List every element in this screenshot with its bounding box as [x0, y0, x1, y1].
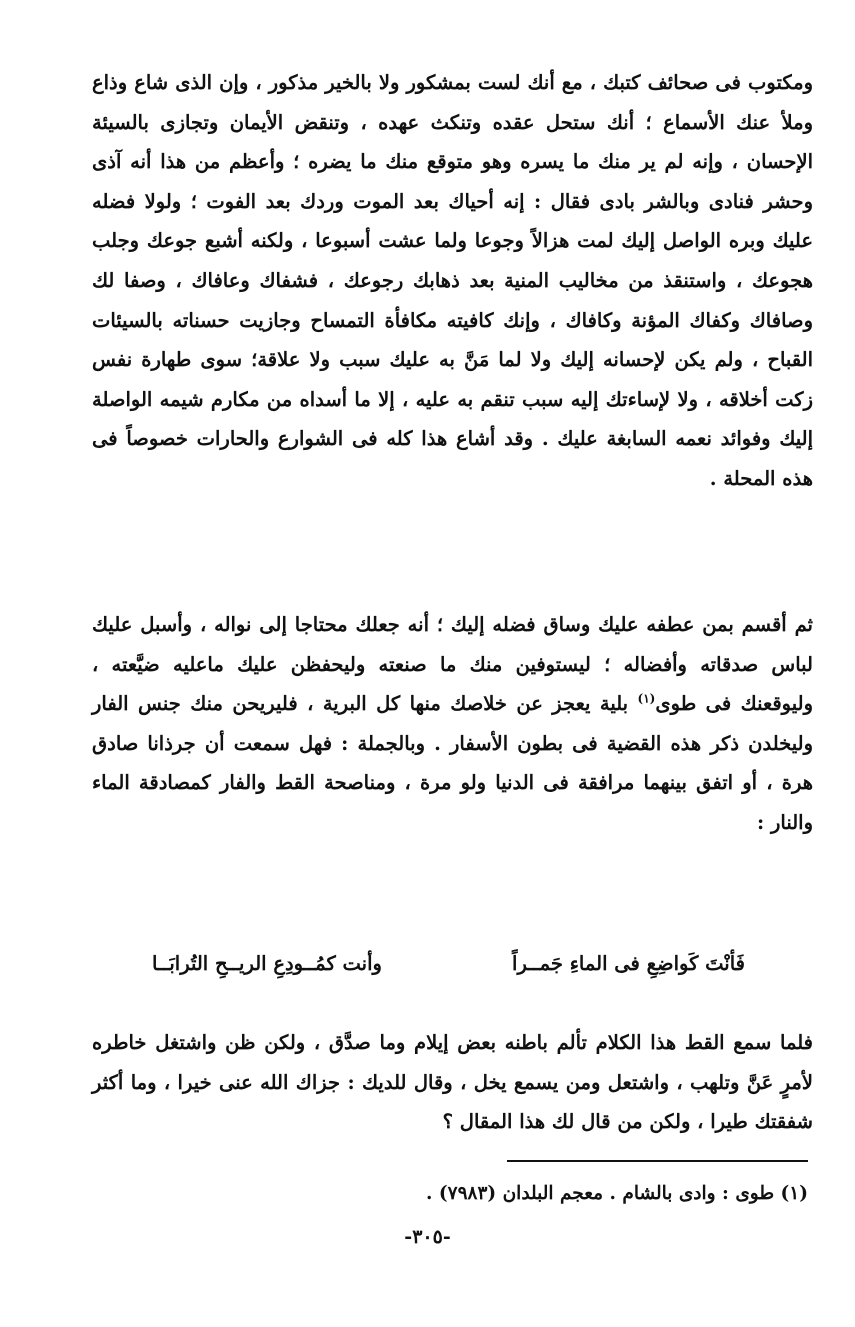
- paragraph-1: ومكتوب فى صحائف كتبك ، مع أنك لست بمشكور ولا بالخير مذكور ، وإن الذى شاع وذاع وملأ عنك الأسماع ؛ أنك ستحل عقده وتنكث عهده ، وتنقض الأيمان وتجازى بالسيئة الإحسان ، وإنه لم ير منك ما يسره وهو متوقع منك ما يضره ؛ وأعظم من هذا أنه آذى وحشر فنادى وبالشر بادى فقال : إنه أحياك بعد الموت وردك بعد الفوت ؛ ولولا فضله عليك وبره الواصل إليك لمت هزالاً وجوعا ولما عشت أسبوعا ، ولكنه أشبع جوعك وجلب هجوعك ، واستنقذ من مخاليب المنية بعد ذهابك رجوعك ، فشفاك وعافاك ، وصفا لك وصافاك وكفاك المؤنة وكافاك ، وإنك كافيته مكافأة التمساح وجازيت حسناته بالسيئات القباح ، ولم يكن لإحسانه إليك ولا لما مَنَّ به عليك سبب ولا علاقة؛ سوى طهارة نفس زكت أخلاقه ، ولا لإساءتك إليه سبب تنقم به عليه ، إلا ما أسداه من مكارم شيمه الواصلة إليك وفوائد نعمه السابغة عليك . وقد أشاع هذا كله فى الشوارع والحارات خصوصاً فى هذه المحلة .: [92, 71, 813, 490]
- footnote-reference[interactable]: (١): [637, 691, 656, 706]
- poetry-verse: [92, 948, 813, 992]
- paragraph-2: [92, 605, 813, 843]
- footnote-divider: [507, 1160, 808, 1162]
- verse-second-hemistich: وأنت كمُــودِعِ الريــحِ التُرابَــا: [152, 952, 382, 975]
- verse-first-hemistich: فَأنْتَ كَواضِعِ فى الماءِ جَمــراً: [512, 952, 745, 975]
- page-number: -٣٠٥-: [404, 1226, 451, 1248]
- paragraph-2-part-1: ثم أقسم بمن عطفه عليك وساق فضله إليك ؛ أنه جعلك محتاجا إلى نواله ، وأسبل عليك لباس صدقاته وأفضاله ؛ ليستوفين منك ما صنعته وليحفظن عليك ماعليه ضيَّعته ، وليوقعنك فى طوى: [92, 613, 813, 716]
- paragraph-2-part-2: بلية يعجز عن خلاصك منها كل البرية ، فليريحن منك جنس الفار وليخلدن ذكر هذه القضية فى بطون الأسفار . وبالجملة : فهل سمعت أن جرذانا صادق هرة ، أو اتفق بينهما مرافقة فى الدنيا ولو مرة ، ومناصحة القط والفار كمصادقة الماء والنار :: [92, 692, 813, 834]
- footnote: (١) طوى : وادى بالشام . معجم البلدان (٧٩٨٣) .: [426, 1183, 808, 1204]
- paragraph-3: فلما سمع القط هذا الكلام تألم باطنه بعض إيلام وما صدَّق ، ولكن ظن واشتغل خاطره لأمرٍ عَنَّ وتلهب ، واشتعل ومن يسمع يخل ، وقال للديك : جزاك الله عنى خيرا ، وما أكثر شفقتك طيرا ، ولكن من قال لك هذا المقال ؟: [92, 1031, 813, 1134]
